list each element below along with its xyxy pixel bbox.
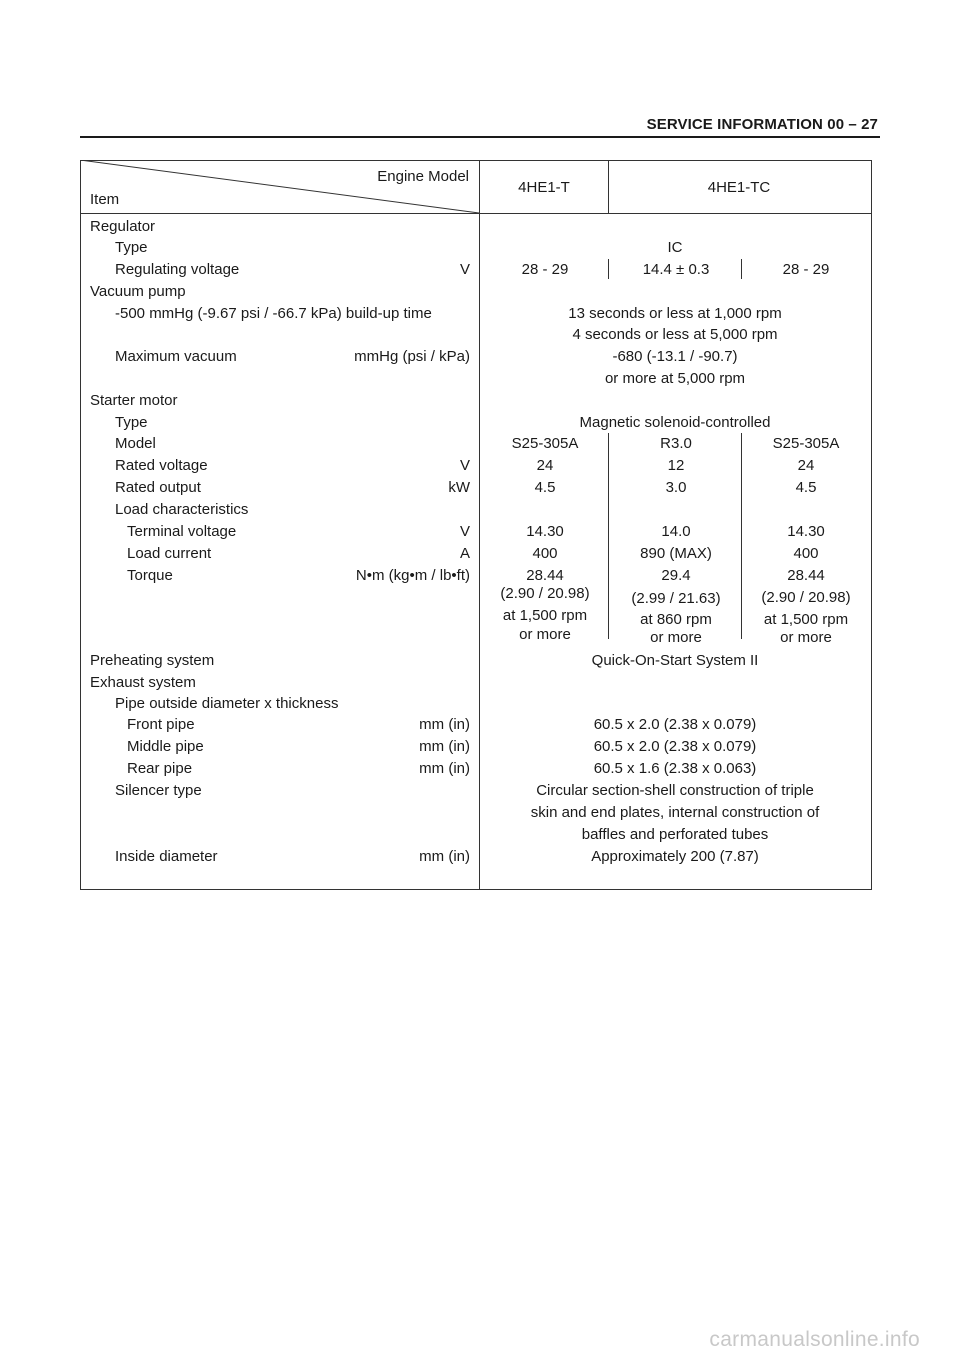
- terminal-voltage-label: Terminal voltage: [127, 523, 237, 540]
- reg-voltage-label: Regulating voltage: [115, 261, 240, 278]
- engine-model-label: Engine Model: [377, 168, 469, 185]
- max-vacuum-value-2: or more at 5,000 rpm: [604, 370, 746, 387]
- torque-v3-line2: (2.90 / 20.98): [761, 589, 851, 606]
- load-current-v3: 400: [793, 545, 819, 562]
- reg-voltage-unit: V: [459, 261, 470, 278]
- middle-pipe-value: 60.5 x 2.0 (2.38 x 0.079): [593, 738, 757, 755]
- load-current-unit: A: [459, 545, 470, 562]
- load-current-v2: 890 (MAX): [640, 545, 712, 562]
- preheating-value: Quick-On-Start System II: [591, 652, 759, 669]
- load-current-v1: 400: [532, 545, 558, 562]
- rated-voltage-v2: 12: [667, 457, 685, 474]
- sep-regv-2: [741, 259, 742, 279]
- torque-v1-line1: 28.44: [526, 567, 564, 584]
- rated-voltage-unit: V: [459, 457, 470, 474]
- sep-regv-1: [608, 259, 609, 279]
- col-4he1-tc: 4HE1-TC: [707, 179, 771, 196]
- silencer-value-2: skin and end plates, internal construction of: [530, 804, 820, 821]
- torque-v1-line2: (2.90 / 20.98): [500, 585, 590, 602]
- col-4he1-t: 4HE1-T: [518, 179, 570, 196]
- terminal-voltage-v3: 14.30: [787, 523, 825, 540]
- sep-starter-1: [608, 433, 609, 639]
- page-title: SERVICE INFORMATION 00 – 27: [646, 116, 878, 133]
- middle-pipe-unit: mm (in): [419, 738, 470, 755]
- starter-model-v2: R3.0: [660, 435, 692, 452]
- torque-v3-line4: or more: [780, 629, 832, 646]
- inside-diameter-unit: mm (in): [419, 848, 470, 865]
- silencer-value-3: baffles and perforated tubes: [581, 826, 769, 843]
- middle-pipe-label: Middle pipe: [127, 738, 204, 755]
- terminal-voltage-v2: 14.0: [661, 523, 691, 540]
- max-vacuum-value-1: -680 (-13.1 / -90.7): [612, 348, 738, 365]
- preheating-label: Preheating system: [90, 652, 215, 669]
- section-vacuum-pump: Vacuum pump: [90, 283, 186, 300]
- torque-v2-line3: at 860 rpm: [640, 611, 712, 628]
- torque-v2-line2: (2.99 / 21.63): [631, 590, 721, 607]
- starter-model-label: Model: [115, 435, 156, 452]
- max-vacuum-unit: mmHg (psi / kPa): [354, 348, 470, 365]
- max-vacuum-label: Maximum vacuum: [115, 348, 237, 365]
- rated-output-v2: 3.0: [665, 479, 687, 496]
- starter-type-label: Type: [115, 414, 148, 431]
- rear-pipe-unit: mm (in): [419, 760, 470, 777]
- rated-output-v3: 4.5: [795, 479, 817, 496]
- silencer-label: Silencer type: [115, 782, 202, 799]
- starter-type-value: Magnetic solenoid-controlled: [579, 414, 771, 431]
- torque-v3-line1: 28.44: [787, 567, 825, 584]
- front-pipe-value: 60.5 x 2.0 (2.38 x 0.079): [593, 716, 757, 733]
- silencer-value-1: Circular section-shell construction of triple: [536, 782, 814, 799]
- rated-output-v1: 4.5: [534, 479, 556, 496]
- rear-pipe-value: 60.5 x 1.6 (2.38 x 0.063): [593, 760, 757, 777]
- item-label: Item: [90, 191, 120, 208]
- torque-unit: N•m (kg•m / lb•ft): [355, 567, 470, 584]
- load-char-label: Load characteristics: [115, 501, 249, 518]
- load-current-label: Load current: [127, 545, 212, 562]
- reg-voltage-v2: 14.4 ± 0.3: [642, 261, 710, 278]
- starter-model-v3: S25-305A: [772, 435, 840, 452]
- buildup-value-1: 13 seconds or less at 1,000 rpm: [568, 305, 782, 322]
- section-regulator: Regulator: [90, 218, 156, 235]
- inside-diameter-value: Approximately 200 (7.87): [591, 848, 759, 865]
- terminal-voltage-unit: V: [459, 523, 470, 540]
- section-starter-motor: Starter motor: [90, 392, 178, 409]
- torque-v2-line4: or more: [650, 629, 702, 646]
- header-divider: [80, 136, 880, 138]
- sep-starter-2: [741, 433, 742, 639]
- rear-pipe-label: Rear pipe: [127, 760, 193, 777]
- section-exhaust: Exhaust system: [90, 674, 196, 691]
- rated-voltage-v1: 24: [536, 457, 554, 474]
- pipe-od-label: Pipe outside diameter x thickness: [115, 695, 339, 712]
- front-pipe-label: Front pipe: [127, 716, 195, 733]
- torque-label: Torque: [127, 567, 173, 584]
- reg-type-value: IC: [667, 239, 683, 256]
- col-divider-item: [479, 160, 480, 889]
- starter-model-v1: S25-305A: [511, 435, 579, 452]
- front-pipe-unit: mm (in): [419, 716, 470, 733]
- reg-type-label: Type: [115, 239, 148, 256]
- rated-output-label: Rated output: [115, 479, 201, 496]
- col-divider-header: [608, 160, 609, 213]
- rated-voltage-label: Rated voltage: [115, 457, 208, 474]
- rated-output-unit: kW: [448, 479, 470, 496]
- reg-voltage-v1: 28 - 29: [521, 261, 569, 278]
- watermark: carmanualsonline.info: [709, 1328, 920, 1351]
- rated-voltage-v3: 24: [797, 457, 815, 474]
- buildup-value-2: 4 seconds or less at 5,000 rpm: [572, 326, 778, 343]
- torque-v3-line3: at 1,500 rpm: [763, 611, 849, 628]
- reg-voltage-v3: 28 - 29: [782, 261, 830, 278]
- torque-v1-line4: or more: [519, 626, 571, 643]
- torque-v1-line3: at 1,500 rpm: [502, 607, 588, 624]
- inside-diameter-label: Inside diameter: [115, 848, 218, 865]
- buildup-label: -500 mmHg (-9.67 psi / -66.7 kPa) build-up time: [115, 305, 432, 322]
- terminal-voltage-v1: 14.30: [526, 523, 564, 540]
- torque-v2-line1: 29.4: [661, 567, 691, 584]
